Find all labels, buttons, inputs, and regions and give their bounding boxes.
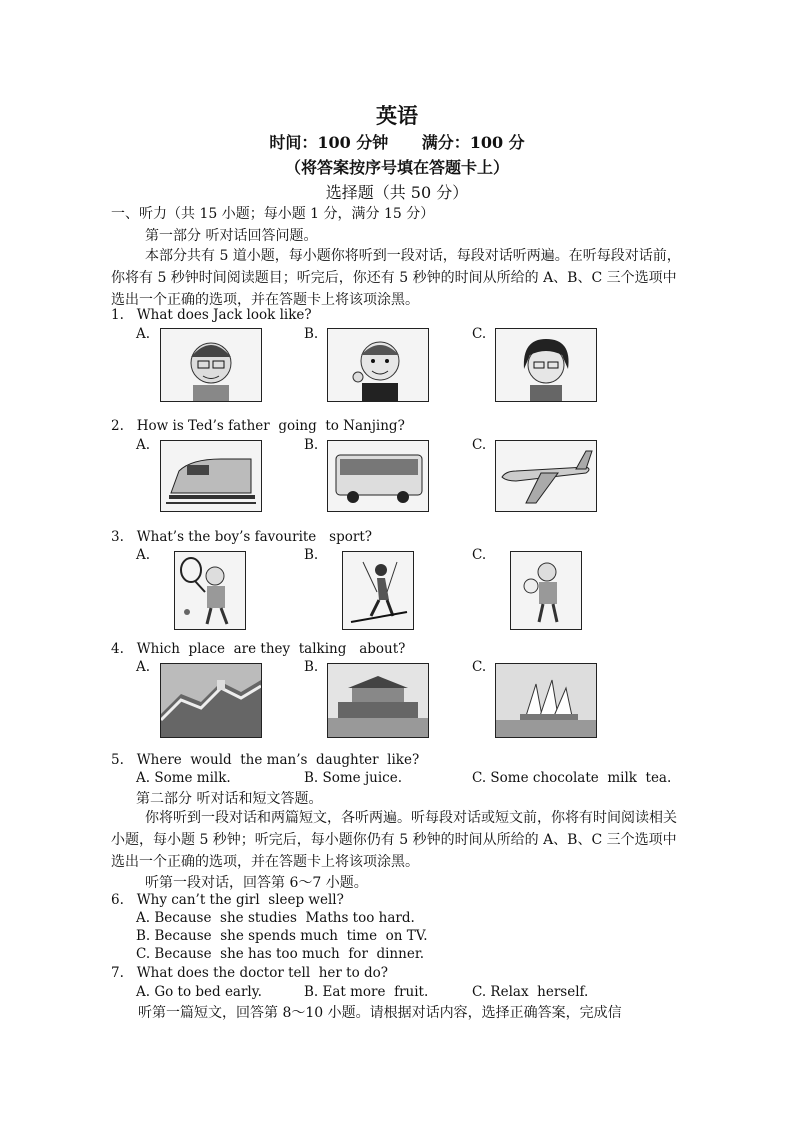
q1-label-c: C. <box>472 326 487 342</box>
boy-glasses-long-hair-image[interactable] <box>495 328 597 402</box>
skiing-image[interactable] <box>342 551 414 630</box>
q3-label-b: B. <box>304 547 319 563</box>
volleyball-image[interactable] <box>510 551 582 630</box>
boy-short-hair-image[interactable] <box>327 328 429 402</box>
page-title: 英语 <box>376 103 418 128</box>
part1-intro: 本部分共有 5 道小题，每小题你将听到一段对话，每段对话听两遍。在听每段对话前，你将有 5 秒钟时间阅读题目；听完后，你还有 5 秒钟的时间从所给的 A、B、C 三个选项中选出一个正确的选项，并在答题卡上将该项涂黑。 <box>111 248 681 308</box>
q4-label-c: C. <box>472 659 487 675</box>
sydney-opera-house-image[interactable] <box>495 663 597 738</box>
q5-option-a[interactable]: A. Some milk. <box>136 770 231 786</box>
q2-label-c: C. <box>472 437 487 453</box>
q4-label-a: A. <box>136 659 151 675</box>
q3-label-c: C. <box>472 547 487 563</box>
q1-label-a: A. <box>136 326 151 342</box>
part1-title: 第一部分 听对话回答问题。 <box>145 228 318 244</box>
train-image[interactable] <box>160 440 262 512</box>
q6-option-c[interactable]: C. Because she has too much for dinner. <box>136 946 425 962</box>
exam-instruction: （将答案按序号填在答题卡上） <box>284 158 509 177</box>
boy-with-glasses-image[interactable] <box>160 328 262 402</box>
q2-label-b: B. <box>304 437 319 453</box>
q6-option-b[interactable]: B. Because she spends much time on TV. <box>136 928 428 944</box>
airplane-image[interactable] <box>495 440 597 512</box>
question-4: 4. Which place are they talking about? <box>111 641 406 657</box>
part2-intro: 你将听到一段对话和两篇短文，各听两遍。听每段对话或短文前，你将有时间阅读相关小题，每小题 5 秒钟；听完后，每小题你仍有 5 秒钟的时间从所给的 A、B、C 三个选项中选出一个正确的选项，并在答题卡上将该项涂黑。 <box>111 810 677 870</box>
q2-label-a: A. <box>136 437 151 453</box>
q4-label-b: B. <box>304 659 319 675</box>
section-title: 选择题（共 50 分） <box>325 183 469 202</box>
passage1-instruction: 听第一篇短文，回答第 8～10 小题。请根据对话内容，选择正确答案，完成信 <box>138 1005 622 1021</box>
exam-time-score: 时间：100 分钟 满分：100 分 <box>269 133 525 152</box>
q7-option-b[interactable]: B. Eat more fruit. <box>304 984 429 1000</box>
q6-option-a[interactable]: A. Because she studies Maths too hard. <box>136 910 415 926</box>
listening-heading: 一、听力（共 15 小题；每小题 1 分，满分 15 分） <box>111 206 435 222</box>
q7-option-a[interactable]: A. Go to bed early. <box>136 984 262 1000</box>
bus-image[interactable] <box>327 440 429 512</box>
great-wall-image[interactable] <box>160 663 262 738</box>
q1-label-b: B. <box>304 326 319 342</box>
dialog1-instruction: 听第一段对话，回答第 6～7 小题。 <box>145 875 368 891</box>
question-5: 5. Where would the man’s daughter like? <box>111 752 420 768</box>
question-1: 1. What does Jack look like? <box>111 307 312 323</box>
question-6: 6. Why can’t the girl sleep well? <box>111 892 344 908</box>
q5-option-c[interactable]: C. Some chocolate milk tea. <box>472 770 672 786</box>
question-3: 3. What’s the boy’s favourite sport? <box>111 529 372 545</box>
tennis-image[interactable] <box>174 551 246 630</box>
q7-option-c[interactable]: C. Relax herself. <box>472 984 589 1000</box>
part2-title: 第二部分 听对话和短文答题。 <box>136 791 323 807</box>
q5-option-b[interactable]: B. Some juice. <box>304 770 403 786</box>
tiananmen-image[interactable] <box>327 663 429 738</box>
question-2: 2. How is Ted’s father going to Nanjing? <box>111 418 405 434</box>
question-7: 7. What does the doctor tell her to do? <box>111 965 389 981</box>
q3-label-a: A. <box>136 547 151 563</box>
